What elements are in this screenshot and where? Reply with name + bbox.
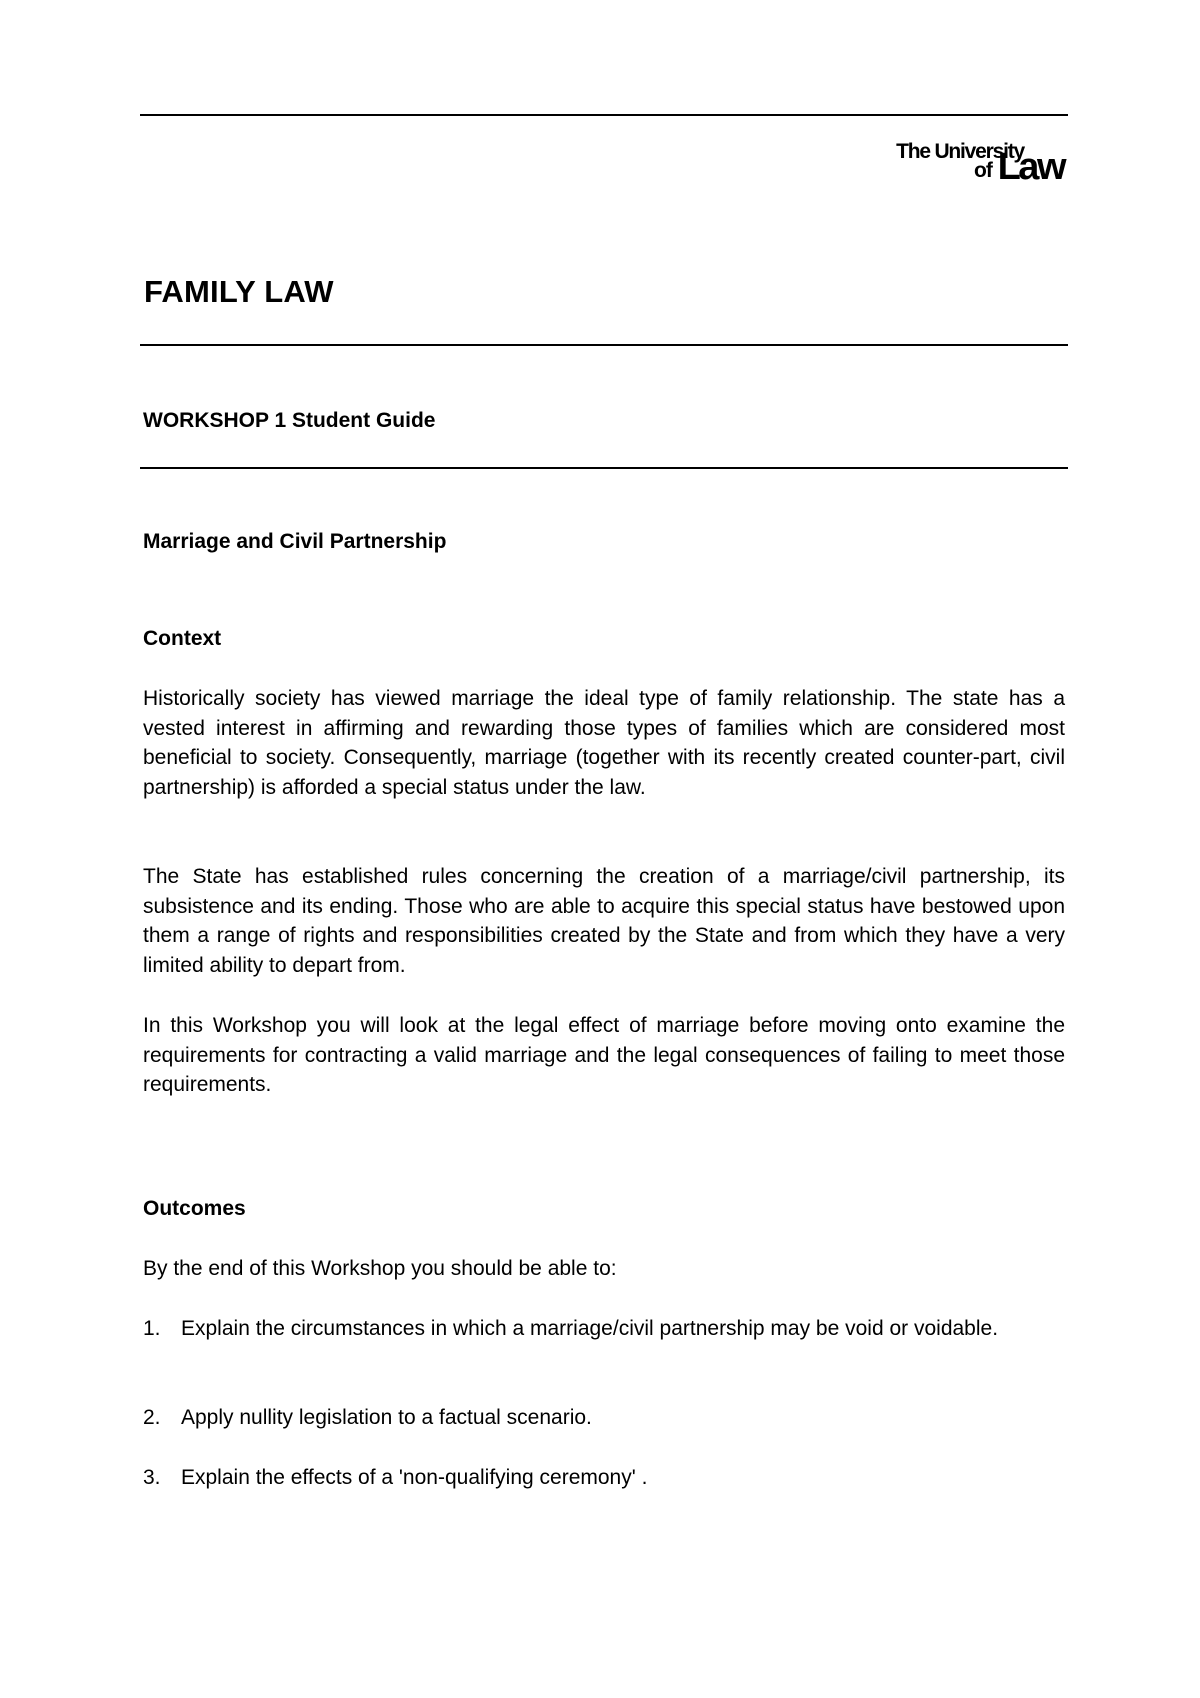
logo-text-law: Law — [997, 146, 1064, 188]
outcome-item — [143, 1403, 1065, 1433]
header-top-rule — [140, 114, 1068, 116]
outcome-text: Explain the effects of a 'non-qualifying ceremony' . — [181, 1466, 648, 1489]
outcome-text: Apply nullity legislation to a factual scenario. — [181, 1406, 592, 1429]
title-divider — [140, 344, 1068, 346]
subtitle-divider — [140, 467, 1068, 469]
context-paragraph-2: The State has established rules concerning the creation of a marriage/civil partnership, its subsistence and its ending. Those who are able to acquire this special status have bestowed upon them a range of rights and responsibilities created by the State and from which they have a very limited ability to depart from. — [143, 865, 1065, 977]
outcome-number: 3. — [143, 1466, 161, 1489]
context-heading: Context — [143, 627, 222, 650]
context-paragraph-3: In this Workshop you will look at the legal effect of marriage before moving onto examine the requirements for contracting a valid marriage and the legal consequences of failing to meet those requirements. — [143, 1014, 1065, 1096]
outcome-number: 1. — [143, 1317, 161, 1340]
context-paragraph-1: Historically society has viewed marriage the ideal type of family relationship. The state has a vested interest in affirming and rewarding those types of families which are considered most beneficial to society. Consequently, marriage (together with its recently created counter-part, civil partnership) is afforded a special status under the law. — [143, 687, 1065, 799]
outcomes-intro: By the end of this Workshop you should be able to: — [143, 1257, 617, 1280]
outcome-number: 2. — [143, 1406, 161, 1429]
outcomes-heading: Outcomes — [143, 1197, 246, 1220]
logo-text-the-university: The University — [896, 140, 1024, 163]
topic-heading: Marriage and Civil Partnership — [143, 530, 447, 553]
outcome-item — [143, 1463, 1065, 1493]
outcome-text: Explain the circumstances in which a marriage/civil partnership may be void or voidable. — [181, 1317, 999, 1340]
logo-text-of: of — [974, 159, 992, 182]
workshop-subtitle: WORKSHOP 1 Student Guide — [143, 409, 436, 432]
outcome-item — [143, 1314, 1065, 1344]
document-title: FAMILY LAW — [144, 274, 334, 309]
university-of-law-logo — [860, 140, 1068, 188]
